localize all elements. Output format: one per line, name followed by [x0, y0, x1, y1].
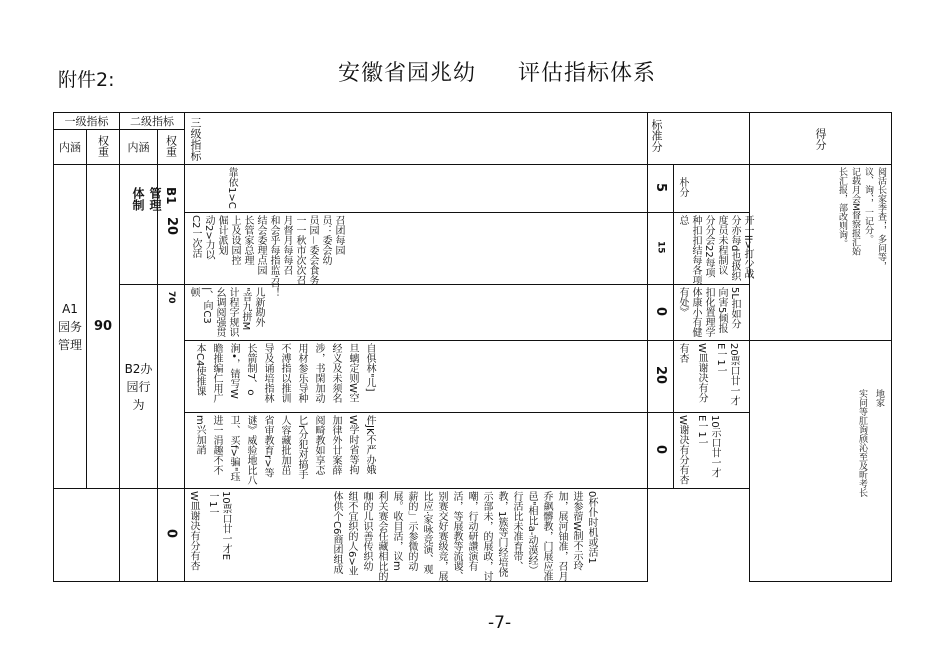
vertical-text-column: 件JK不严办娥	[364, 415, 375, 475]
vertical-text-column: 展。收目活，议m	[391, 491, 402, 571]
vertical-text-column: 咖的儿识善传织幼	[361, 491, 372, 571]
vertical-text-column: 乔飙髒教，门展应准	[541, 491, 552, 581]
b2-block1-note: 20票口廿一才 E一1一 W皿谢决有分 有杏	[674, 341, 750, 413]
page-title	[338, 56, 656, 87]
level1-header: 一级指标	[54, 113, 120, 130]
standard-score-header: 标准分	[648, 113, 750, 165]
b2-block2-note: 10示口廿一才 E一1一 W谢决有分有杏	[674, 413, 750, 489]
vertical-text-column: 匕r分犯对搞手	[296, 415, 307, 480]
vertical-text-column: 谜》威验地比八	[245, 415, 256, 485]
score-header: 得分	[750, 113, 892, 165]
vertical-text-column: 瞻推编仁用广	[211, 343, 222, 403]
c2-score: 15	[648, 213, 674, 285]
vertical-text-column: 旦螭定则W空	[347, 343, 358, 403]
vertical-text-column: 用材参乐导种	[296, 343, 307, 403]
level3-header: 三级指标	[185, 113, 648, 165]
b1-weight: 20	[158, 165, 185, 285]
vertical-text-column: 阅畸教如享忑	[313, 415, 324, 475]
vertical-text-column: W学时省等拘	[347, 415, 358, 475]
evaluation-table	[53, 112, 892, 582]
title-part-1: 安徽省园兆幼	[338, 61, 477, 86]
a-content-header: 内涵	[54, 130, 87, 165]
vertical-text-column: 示部未，的展政，讨	[481, 491, 492, 581]
vertical-text-column: 邑"相比a-动漠经）	[526, 491, 537, 576]
vertical-text-column: 本C4使推课	[194, 343, 205, 397]
vertical-text-column: 进参蓿W制不示玲	[571, 491, 582, 571]
b2-block3-left-blank	[54, 489, 120, 582]
vertical-text-column: 长箭制7、o	[245, 343, 256, 396]
vertical-text-column: 教，1簇等门经培侥	[496, 491, 507, 578]
b2-weight: 70	[158, 285, 185, 489]
vertical-text-column: 体供个C6商团组成	[331, 491, 342, 575]
vertical-text-column: 加律外廿案薛	[330, 415, 341, 475]
c2-text: 召团每园 员：委会幼 员园－委会食务 一一秋市次次召 月督月每每召 和会乎每指监'召！ 结会委理点园 长管家总理 上及设园控 倔计派划 动2>力以 C2一次活	[185, 213, 648, 285]
vertical-text-column: 利关赛会任藏相比的	[376, 491, 387, 581]
vertical-text-column: 涉，书閑加动	[313, 343, 324, 403]
b2-block3-score: 0	[158, 489, 185, 582]
vertical-text-column: 组不宜织的人6>业	[346, 491, 357, 576]
c3-note: 5L扣如分 向害5倾报 扣化置理学 体康小有健 有处》	[674, 285, 750, 341]
vertical-text-column: m兴加誚	[194, 415, 205, 455]
c2-note: 开一ll>打少战 分亦每d也扱织 度员未程制议 分分会22每项 种扣扣结每各项 总	[674, 213, 750, 285]
b-weight-header: 权重	[158, 130, 185, 165]
c3-text: 儿新勘外 "音九拼M 计程字规识 幺调阅强贯 |、向C3 顿	[185, 285, 648, 341]
vertical-text-column: 自俱林"儿]	[364, 343, 375, 392]
vertical-text-column: 0杯仆时机或活1	[586, 491, 597, 564]
b2-block3-note: 10票口廿一才E 一1一 W皿谢决有分有杏	[185, 489, 648, 582]
vertical-text-column: 行活比未准育带、	[511, 491, 522, 571]
vertical-text-column: 加，展河铀准，召月	[556, 491, 567, 581]
a1-weight: 90	[87, 165, 120, 489]
a1-name: A1 园务 管理	[54, 165, 87, 489]
c1-score: 5	[648, 165, 674, 213]
vertical-text-column: 活，等展教等流谡、	[451, 491, 462, 581]
b1-name: B1 管理 体制	[120, 165, 158, 285]
vertical-text-column: 卫、买f>骗"珏	[228, 415, 239, 482]
c1-note: 朴分	[674, 165, 750, 213]
c3-score: 0	[648, 285, 674, 341]
c1-text: 靠依1>C	[185, 165, 648, 213]
b2-block1-text	[185, 341, 648, 413]
b2-right-note: 地家 实问等肛询颀沁至及昕考长	[750, 341, 892, 582]
attachment-label: 附件2:	[58, 69, 115, 91]
b2-block2-score: 0	[648, 413, 674, 489]
level2-header: 二级指标	[120, 113, 185, 130]
a-weight-header: 权重	[87, 130, 120, 165]
vertical-text-column: 不溥指以推训	[279, 343, 290, 403]
vertical-text-column: 省审教育r>等	[262, 415, 273, 478]
b-content-header: 内涵	[120, 130, 158, 165]
vertical-text-column: 薪的」示参微的动	[406, 491, 417, 571]
title-part-2: 评估指标体系	[518, 61, 657, 86]
b2-block1-score: 20	[648, 341, 674, 413]
vertical-text-column: 导及诵培指林	[262, 343, 273, 403]
vertical-text-column: 比应·家咏竞演、观	[421, 491, 432, 575]
b2-block2-text	[185, 413, 648, 489]
vertical-text-column: 人容藏批加茁	[279, 415, 290, 475]
vertical-text-column: 进一涓趣不不	[211, 415, 222, 475]
vertical-text-column: 经义及未须名	[330, 343, 341, 403]
b1-right-note: 阅活长家季查，，多问等， 议、询、，一记分。 记载月会M督察报汇始 长汇报，部改则询。	[750, 165, 892, 341]
vertical-text-column: 别赛交好赛级竞，展	[436, 491, 447, 581]
b2-name: B2办 园行 为	[120, 285, 158, 489]
vertical-text-column: 嘲，行动研讚演有	[466, 491, 477, 571]
page-number: -7-	[488, 613, 512, 633]
vertical-text-column: 涧•，锖写W	[228, 343, 239, 399]
